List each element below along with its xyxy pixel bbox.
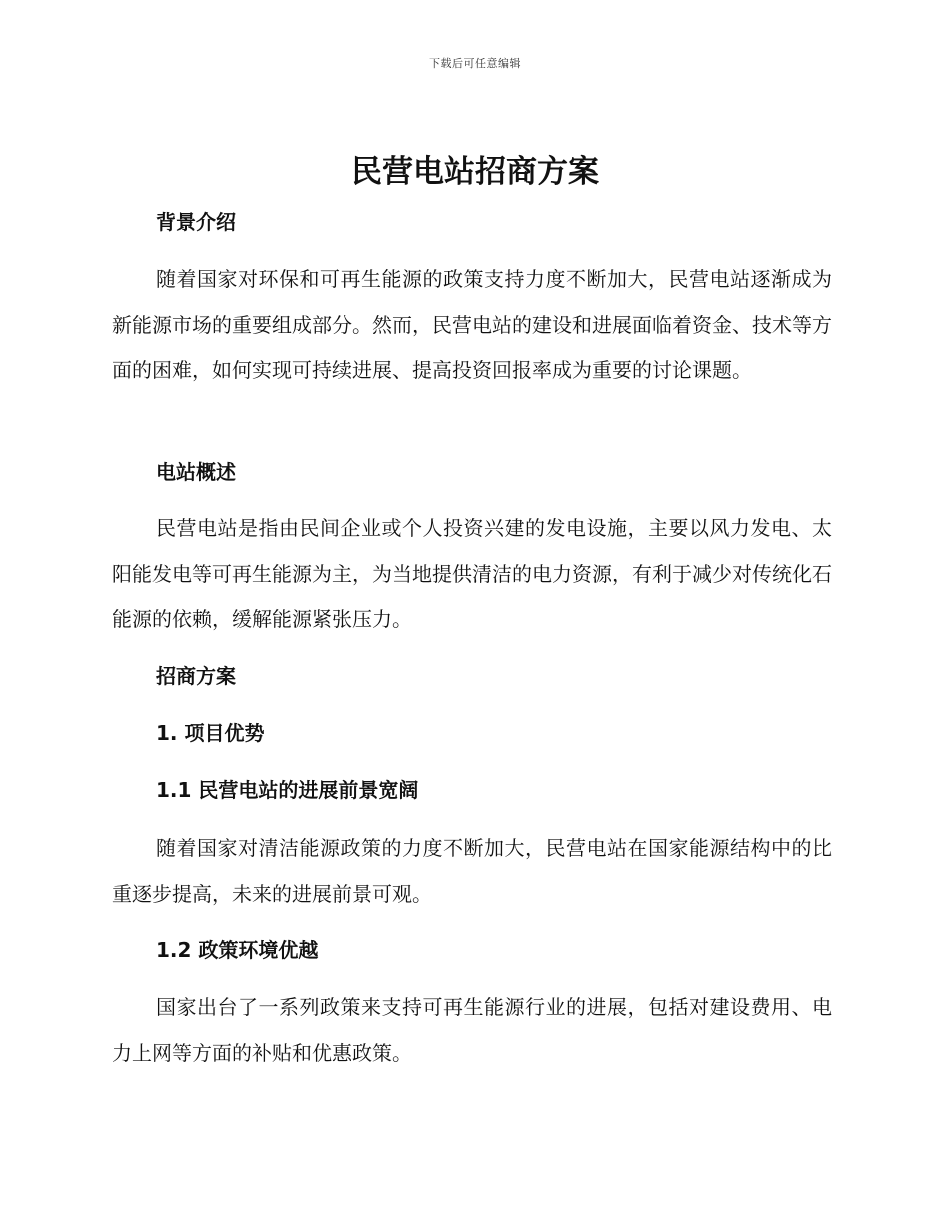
section-heading-policy: 1.2 政策环境优越 <box>156 938 319 962</box>
section-heading-prospect: 1.1 民营电站的进展前景宽阔 <box>156 778 419 802</box>
section-heading-background: 背景介绍 <box>156 210 236 234</box>
paragraph-policy: 国家出台了一系列政策来支持可再生能源行业的进展，包括对建设费用、电力上网等方面的补贴和优惠政策。 <box>112 995 832 1065</box>
section-heading-overview: 电站概述 <box>156 460 236 484</box>
paragraph-overview: 民营电站是指由民间企业或个人投资兴建的发电设施，主要以风力发电、太阳能发电等可再生能源为主，为当地提供清洁的电力资源，有利于减少对传统化石能源的依赖，缓解能源紧张压力。 <box>112 516 832 631</box>
header-note: 下载后可任意编辑 <box>429 57 521 70</box>
page-title: 民营电站招商方案 <box>351 154 599 190</box>
section-heading-plan: 招商方案 <box>156 664 236 688</box>
paragraph-prospect: 随着国家对清洁能源政策的力度不断加大，民营电站在国家能源结构中的比重逐步提高，未来的进展前景可观。 <box>112 836 832 906</box>
paragraph-background: 随着国家对环保和可再生能源的政策支持力度不断加大，民营电站逐渐成为新能源市场的重要组成部分。然而，民营电站的建设和进展面临着资金、技术等方面的困难，如何实现可持续进展、提高投资回报率成为重要的讨论课题。 <box>112 267 832 382</box>
section-heading-advantage: 1. 项目优势 <box>156 721 265 745</box>
